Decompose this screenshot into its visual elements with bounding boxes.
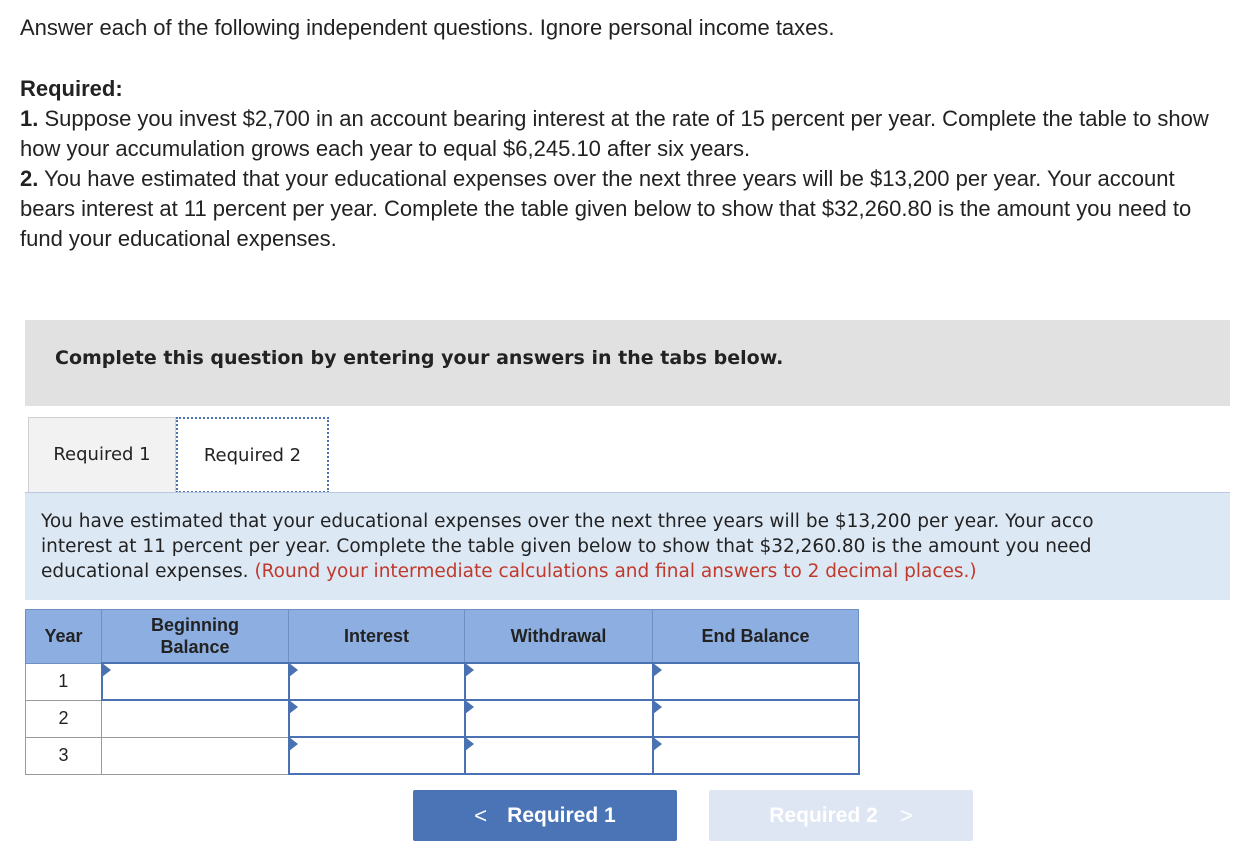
cell-marker-icon: [102, 663, 111, 677]
tab-required-1[interactable]: Required 1: [28, 417, 176, 493]
prev-button-label: Required 1: [507, 803, 616, 827]
cell-marker-icon: [653, 700, 662, 714]
withdrawal-cell: [465, 737, 653, 774]
year-cell: 2: [26, 700, 102, 737]
beginning-balance-cell: [102, 700, 289, 737]
cell-marker-icon: [465, 663, 474, 677]
question-panel: [25, 492, 1230, 600]
header-beginning-balance: Beginning Balance: [102, 610, 289, 664]
required-item-number: 1.: [20, 106, 39, 131]
cell-marker-icon: [465, 737, 474, 751]
end-balance-cell: [653, 737, 859, 774]
end-balance-cell: [653, 663, 859, 700]
tab-required-2[interactable]: Required 2: [176, 417, 329, 493]
withdrawal-input[interactable]: [466, 664, 652, 699]
chevron-left-icon: <: [474, 802, 488, 828]
table-row: [26, 737, 859, 774]
year-cell: 1: [26, 663, 102, 700]
chevron-right-icon: >: [899, 802, 913, 828]
question-line-last: [41, 559, 1230, 584]
cell-marker-icon: [653, 737, 662, 751]
withdrawal-schedule-table: [25, 609, 860, 775]
question-line-text: educational expenses.: [41, 561, 255, 582]
required-item-text: Suppose you invest $2,700 in an account bearing interest at the rate of 15 percent per year. Complete the table to show how your accumulation grows each year to equal $6,245.10 after six years.: [20, 106, 1209, 161]
rounding-instruction: (Round your intermediate calculations and final answers to 2 decimal places.): [254, 561, 977, 582]
intro-text: Answer each of the following independent questions. Ignore personal income taxes.: [20, 15, 835, 40]
interest-cell: [289, 663, 465, 700]
beginning-balance-input[interactable]: [103, 664, 288, 699]
cell-marker-icon: [653, 663, 662, 677]
cell-marker-icon: [465, 700, 474, 714]
table-row: [26, 700, 859, 737]
cell-marker-icon: [289, 700, 298, 714]
end-balance-input[interactable]: [654, 701, 858, 736]
header-year: Year: [26, 610, 102, 664]
end-balance-cell: [653, 700, 859, 737]
required-item-2: [20, 164, 1235, 254]
question-line: You have estimated that your educational expenses over the next three years will be $13,200 per year. Your acco: [41, 511, 1094, 532]
withdrawal-cell: [465, 663, 653, 700]
header-interest: Interest: [289, 610, 465, 664]
required-item-number: 2.: [20, 166, 39, 191]
end-balance-input[interactable]: [654, 664, 858, 699]
table-header-row: [26, 610, 859, 664]
interest-input[interactable]: [290, 701, 464, 736]
withdrawal-cell: [465, 700, 653, 737]
withdrawal-input[interactable]: [466, 738, 652, 773]
interest-cell: [289, 700, 465, 737]
question-line: interest at 11 percent per year. Complete the table given below to show that $32,260.80 is the amount you need: [41, 536, 1092, 557]
interest-cell: [289, 737, 465, 774]
year-cell: 3: [26, 737, 102, 774]
end-balance-input[interactable]: [654, 738, 858, 773]
required-item-text: You have estimated that your educational expenses over the next three years will be $13,200 per year. Your account bears interest at 11 percent per year. Complete the table given below to show that $32,260.80 is the amount you need to fund your educational expenses.: [20, 166, 1192, 251]
beginning-balance-cell: [102, 737, 289, 774]
cell-marker-icon: [289, 737, 298, 751]
next-required-2-button[interactable]: [709, 790, 973, 841]
cell-marker-icon: [289, 663, 298, 677]
required-item-1: [20, 104, 1235, 164]
header-withdrawal: Withdrawal: [465, 610, 653, 664]
interest-input[interactable]: [290, 664, 464, 699]
instructions-banner: Complete this question by entering your answers in the tabs below.: [25, 320, 1230, 406]
beginning-balance-cell: [102, 663, 289, 700]
table-row: [26, 663, 859, 700]
interest-input[interactable]: [290, 738, 464, 773]
prev-required-1-button[interactable]: [413, 790, 677, 841]
required-section: [20, 74, 1235, 254]
header-end-balance: End Balance: [653, 610, 859, 664]
withdrawal-input[interactable]: [466, 701, 652, 736]
required-heading: Required:: [20, 76, 123, 101]
next-button-label: Required 2: [769, 803, 878, 827]
